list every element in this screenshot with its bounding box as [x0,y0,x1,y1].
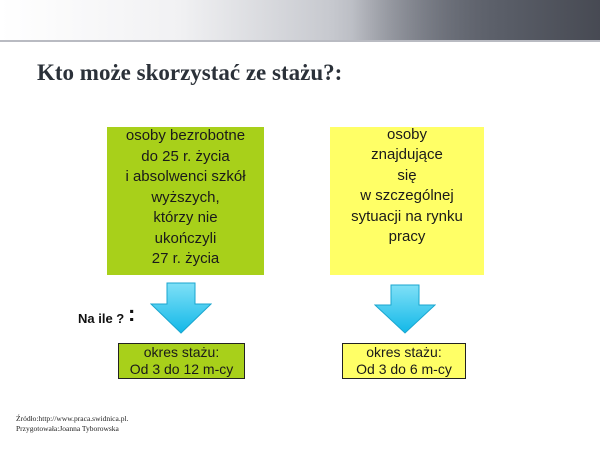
down-arrow-icon [374,284,436,334]
duration-question-label: Na ile ? [78,311,125,326]
eligibility-line: się [397,166,417,184]
source-note [16,414,128,433]
eligibility-line: 27 r. życia [151,250,220,268]
eligibility-line: pracy [388,228,426,245]
duration-question-colon: : [128,301,136,326]
duration-line: Od 3 do 6 m-cy [356,361,452,377]
eligibility-line: osoby bezrobotne [125,127,246,145]
slide-title: Kto może skorzystać ze stażu?: [37,60,343,85]
source-line: Źródło:http://www.praca.swidnica.pl. [16,414,129,423]
duration-line: okres stażu: [143,344,220,360]
down-arrow-icon [150,282,212,334]
internship-duration-box-unemployed [118,343,245,379]
eligibility-line: i absolwenci szkół [125,168,246,186]
eligibility-line: wyższych, [151,188,220,206]
eligibility-line: znajdujące [371,146,443,163]
eligibility-line: osoby [386,125,428,143]
eligibility-line: ukończyli [154,229,217,247]
eligibility-box-special-situation [330,127,484,275]
duration-line: okres stażu: [366,344,442,360]
eligibility-line: którzy nie [153,209,218,227]
header-divider [0,40,600,42]
eligibility-line: w szczególnej [360,187,454,204]
duration-line: Od 3 do 12 m-cy [129,361,234,377]
author-line: Przygotowała:Joanna Tyborowska [16,423,119,433]
header-bar-accent [352,0,600,40]
eligibility-line: do 25 r. życia [141,147,230,165]
eligibility-box-unemployed [107,127,264,275]
eligibility-line: sytuacji na rynku [351,207,463,225]
internship-duration-box-special-situation [342,343,466,379]
